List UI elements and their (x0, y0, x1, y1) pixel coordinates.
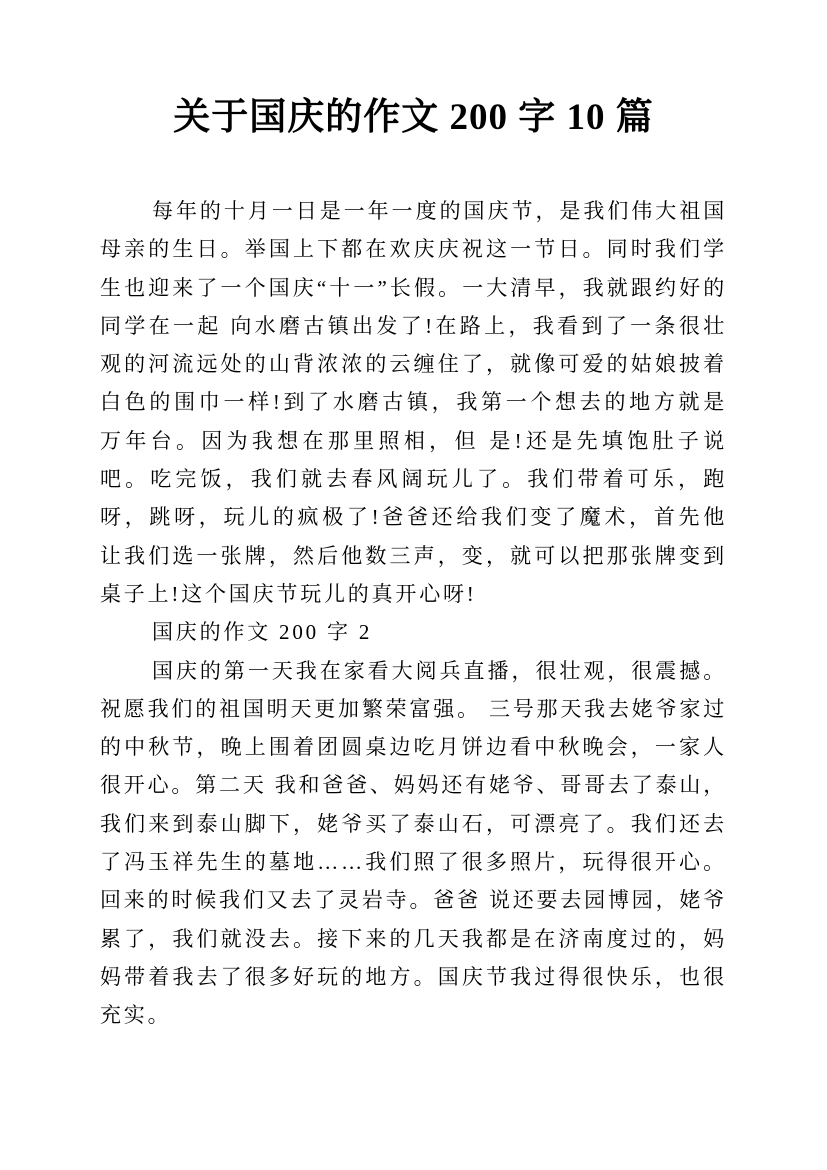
document-body (100, 192, 727, 1035)
essay-subtitle-2: 国庆的作文 200 字 2 (152, 620, 373, 645)
document-title: 关于国庆的作文 200 字 10 篇 (173, 97, 654, 138)
essay-paragraph-1: 每年的十月一日是一年一度的国庆节，是我们伟大祖国母亲的生日。举国上下都在欢庆庆祝这一节日。同时我们学生也迎来了一个国庆“十一”长假。一大清早，我就跟约好的同学在一起 向水磨古镇出发了!在路上，我看到了一条很壮观的河流远处的山背浓浓的云缠住了，就像可爱的姑娘披着白色的围巾一样!到了水磨古镇，我第一个想去的地方就是万年台。因为我想在那里照相，但 是!还是先填饱肚子说吧。吃完饭，我们就去春风阔玩儿了。我们带着可乐，跑呀，跳呀，玩儿的疯极了!爸爸还给我们变了魔术，首先他让我们选一张牌，然后他数三声，变，就可以把那张牌变到桌子上!这个国庆节玩儿的真开心呀! (100, 199, 727, 606)
essay-paragraph-2: 国庆的第一天我在家看大阅兵直播，很壮观，很震撼。祝愿我们的祖国明天更加繁荣富强。 三号那天我去姥爷家过的中秋节，晚上围着团圆桌边吃月饼边看中秋晚会，一家人很开心。第二天 我和爸爸、妈妈还有姥爷、哥哥去了泰山，我们来到泰山脚下，姥爷买了泰山石，可漂亮了。我们还去了冯玉祥先生的墓地……我们照了很多照片，玩得很开心。回来的时候我们又去了灵岩寺。爸爸 说还要去园博园，姥爷累了，我们就没去。接下来的几天我都是在济南度过的，妈妈带着我去了很多好玩的地方。国庆节我过得很快乐，也很充实。 (100, 658, 727, 1028)
